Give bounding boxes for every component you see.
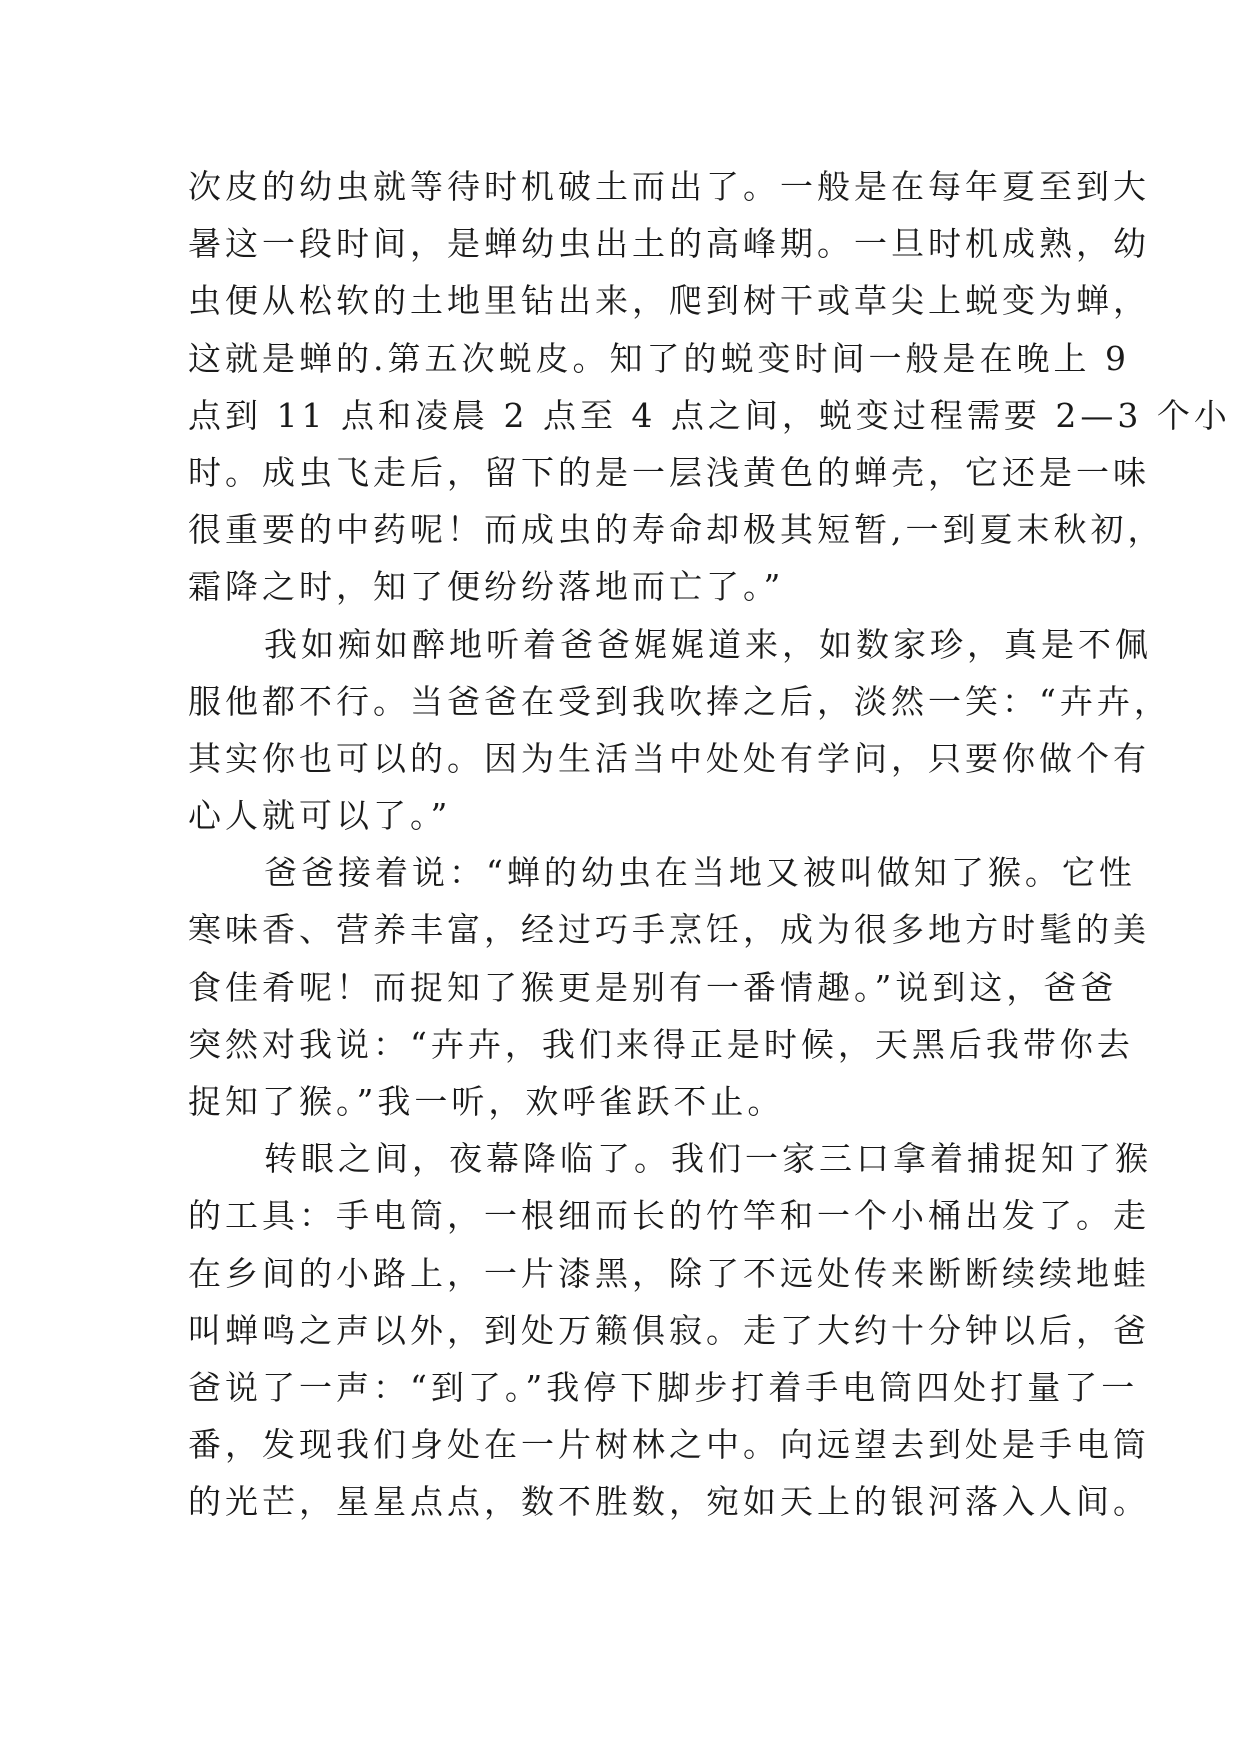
text-line: 在乡间的小路上，一片漆黑，除了不远处传来断断续续地蛙 — [188, 1253, 1150, 1293]
text-line: 番，发现我们身处在一片树林之中。向远望去到处是手电筒 — [188, 1425, 1150, 1465]
text-line: 很重要的中药呢！而成虫的寿命却极其短暂,一到夏末秋初， — [188, 510, 1165, 550]
text-line: 的工具：手电筒，一根细而长的竹竿和一个小桶出发了。走 — [188, 1196, 1150, 1236]
text-line: 虫便从松软的土地里钻出来，爬到树干或草尖上蜕变为蝉， — [188, 281, 1150, 321]
paragraph-start-line: 爸爸接着说：“蝉的幼虫在当地又被叫做知了猴。它性 — [264, 853, 1136, 893]
text-line: 捉知了猴。”我一听，欢呼雀跃不止。 — [188, 1082, 785, 1121]
text-line: 其实你也可以的。因为生活当中处处有学问，只要你做个有 — [188, 738, 1150, 778]
text-line: 这就是蝉的.第五次蜕皮。知了的蜕变时间一般是在晚上 9 — [188, 338, 1130, 378]
paragraph-start-line: 我如痴如醉地听着爸爸娓娓道来，如数家珍，真是不佩 — [264, 624, 1152, 664]
text-line: 爸说了一声：“到了。”我停下脚步打着手电筒四处打量了一 — [188, 1367, 1139, 1407]
text-line: 暑这一段时间，是蝉幼虫出土的高峰期。一旦时机成熟，幼 — [188, 224, 1150, 264]
paragraph-start-line: 转眼之间，夜幕降临了。我们一家三口拿着捕捉知了猴 — [264, 1139, 1152, 1179]
text-line: 食佳肴呢！而捉知了猴更是别有一番情趣。”说到这，爸爸 — [188, 967, 1118, 1007]
body-text — [188, 158, 1231, 1531]
text-line: 寒味香、营养丰富，经过巧手烹饪，成为很多地方时髦的美 — [188, 910, 1150, 950]
text-line: 叫蝉鸣之声以外，到处万籁俱寂。走了大约十分钟以后，爸 — [188, 1310, 1150, 1350]
text-line: 霜降之时，知了便纷纷落地而亡了。” — [188, 567, 785, 607]
text-line: 时。成虫飞走后，留下的是一层浅黄色的蝉壳，它还是一味 — [188, 452, 1150, 492]
text-line: 点到 11 点和凌晨 2 点至 4 点之间，蜕变过程需要 2—3 个小 — [188, 395, 1231, 435]
text-line: 突然对我说：“卉卉，我们来得正是时候，天黑后我带你去 — [188, 1024, 1134, 1064]
text-line: 的光芒，星星点点，数不胜数，宛如天上的银河落入人间。 — [188, 1482, 1150, 1522]
text-line: 心人就可以了。” — [188, 796, 452, 836]
text-line: 次皮的幼虫就等待时机破土而出了。一般是在每年夏至到大 — [188, 167, 1150, 206]
text-line: 服他都不行。当爸爸在受到我吹捧之后，淡然一笑：“卉卉， — [188, 681, 1171, 721]
